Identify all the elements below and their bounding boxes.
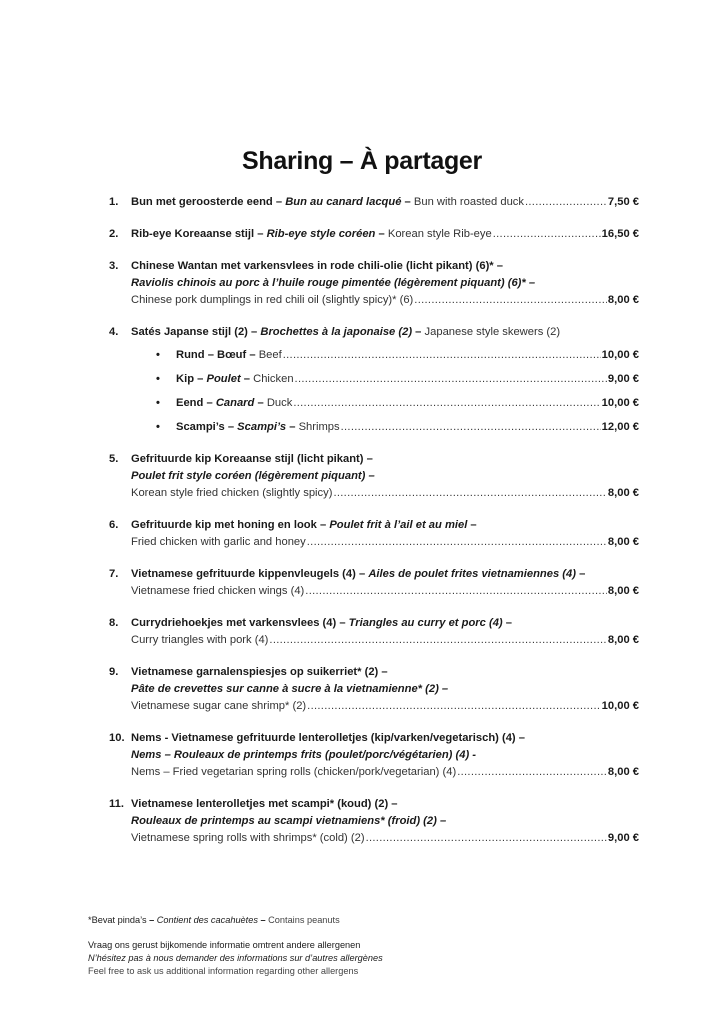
bullet-icon: •: [156, 349, 160, 361]
item-name-fr: Poulet frit à l’ail et au miel: [329, 519, 468, 531]
dot-leader: [493, 226, 601, 243]
allergen-info-en: Feel free to ask us additional information regarding other allergens: [88, 966, 359, 976]
menu-list: [109, 194, 639, 862]
allergen-info-nl: Vraag ons gerust bijkomende informatie omtrent andere allergenen: [88, 940, 361, 950]
bullet-icon: •: [156, 421, 160, 433]
page-title: Sharing – À partager: [242, 146, 482, 175]
item-price: 12,00 €: [601, 421, 639, 433]
item-price: 8,00 €: [607, 766, 639, 778]
item-name-en: Chinese pork dumplings in red chili oil (slightly spicy)* (6): [131, 294, 414, 306]
menu-item-5: [109, 451, 639, 502]
item-name-fr: Rib-eye style coréen: [266, 228, 376, 240]
item-number: 4.: [109, 326, 119, 338]
item-number: 1.: [109, 196, 119, 208]
item-name-fr: Rouleaux de printemps au scampi vietnamiens* (froid) (2) –: [131, 815, 447, 827]
dot-leader: [305, 583, 607, 600]
item-number: 8.: [109, 617, 119, 629]
item-name-nl: Satés Japanse stijl (2): [131, 326, 248, 338]
menu-item-11: [109, 796, 639, 847]
allergen-info-fr: N’hésitez pas à nous demander des informations sur d’autres allergènes: [88, 953, 383, 963]
item-name-nl: Bun met geroosterde eend: [131, 196, 273, 208]
peanut-note: *Bevat pinda’s – Contient des cacahuètes – Contains peanuts: [88, 915, 340, 925]
item-name-en: Vietnamese spring rolls with shrimps* (cold) (2): [131, 832, 365, 844]
item-name-nl: Vietnamese gefrituurde kippenvleugels (4): [131, 568, 356, 580]
item-name-fr: Poulet frit style coréen (légèrement piquant) –: [131, 470, 375, 482]
menu-item-2: 2. Rib-eye Koreaanse stijl – Rib-eye style coréen – Korean style Rib-eye ..... 16,50 €: [109, 226, 639, 243]
item-price: 8,00 €: [607, 294, 639, 306]
dot-leader: [269, 632, 606, 649]
item-name-fr: Pâte de crevettes sur canne à sucre à la vietnamienne* (2) –: [131, 683, 449, 695]
sub-item-beef: • Rund – Bœuf – Beef ..... 10,00 €: [156, 347, 639, 364]
menu-item-10: [109, 730, 639, 781]
sub-item-duck: • Eend – Canard – Duck ..... 10,00 €: [156, 395, 639, 412]
menu-item-7: 7. Vietnamese gefrituurde kippenvleugels (4) – Ailes de poulet frites vietnamiennes (4) – Vietnamese fried chicken wings (4) ..... 8,00 €: [109, 566, 639, 600]
item-number: 5.: [109, 453, 119, 465]
menu-item-4: 4. Satés Japanse stijl (2) – Brochettes à la japonaise (2) – Japanese style skewers (2) • Rund – Bœuf – Beef ..... 10,00 € • Kip – Poulet – Chicken ..... 9,00 € • Eend – Canard – Duck ..... 10,00 € • Scampi’s – Scampi’s – Shrimps ..... 12,00 €: [109, 324, 639, 436]
dot-leader: [295, 371, 607, 388]
item-name-nl: Vietnamese lenterolletjes met scampi* (koud) (2) –: [131, 798, 398, 810]
item-name-nl: Currydriehoekjes met varkensvlees (4): [131, 617, 337, 629]
item-number: 3.: [109, 260, 119, 272]
item-name-en: Japanese style skewers (2): [424, 326, 561, 338]
item-name-fr: Brochettes à la japonaise (2): [260, 326, 413, 338]
item-price: 10,00 €: [601, 349, 639, 361]
dot-leader: [341, 419, 601, 436]
dot-leader: [457, 764, 607, 781]
item-number: 9.: [109, 666, 119, 678]
item-price: 16,50 €: [601, 228, 639, 240]
item-name-nl: Rib-eye Koreaanse stijl: [131, 228, 255, 240]
item-name-nl: Nems - Vietnamese gefrituurde lenterolletjes (kip/varken/vegetarisch) (4) –: [131, 732, 525, 744]
item-name-fr: Ailes de poulet frites vietnamiennes (4): [368, 568, 576, 580]
dot-leader: [525, 194, 607, 211]
dot-leader: [333, 485, 606, 502]
sub-item-shrimps: • Scampi’s – Scampi’s – Shrimps ..... 12,00 €: [156, 419, 639, 436]
bullet-icon: •: [156, 373, 160, 385]
item-number: 2.: [109, 228, 119, 240]
item-price: 9,00 €: [607, 373, 639, 385]
menu-item-8: 8. Currydriehoekjes met varkensvlees (4) – Triangles au curry et porc (4) – Curry triangles with pork (4) ..... 8,00 €: [109, 615, 639, 649]
dot-leader: [293, 395, 600, 412]
item-name-en: Korean style Rib-eye: [387, 228, 492, 240]
item-price: 8,00 €: [607, 585, 639, 597]
item-name-fr: Bun au canard lacqué: [285, 196, 402, 208]
item-name-en: Bun with roasted duck: [413, 196, 524, 208]
item-name-en: Curry triangles with pork (4): [131, 634, 269, 646]
item-name-nl: Chinese Wantan met varkensvlees in rode chili-olie (licht pikant) (6)* –: [131, 260, 503, 272]
sub-item-chicken: • Kip – Poulet – Chicken ..... 9,00 €: [156, 371, 639, 388]
dot-leader: [414, 292, 607, 309]
item-number: 6.: [109, 519, 119, 531]
dot-leader: [307, 534, 607, 551]
menu-item-1: 1. Bun met geroosterde eend – Bun au canard lacqué – Bun with roasted duck ..... 7,50 €: [109, 194, 639, 211]
menu-item-9: [109, 664, 639, 715]
item-name-nl: Gefrituurde kip Koreaanse stijl (licht pikant) –: [131, 453, 373, 465]
allergen-footer: [88, 914, 383, 978]
item-price: 8,00 €: [607, 634, 639, 646]
dot-leader: [283, 347, 601, 364]
item-name-en: Vietnamese fried chicken wings (4): [131, 585, 305, 597]
menu-item-6: 6. Gefrituurde kip met honing en look – Poulet frit à l’ail et au miel – Fried chicken with garlic and honey ..... 8,00 €: [109, 517, 639, 551]
item-name-en: Fried chicken with garlic and honey: [131, 536, 306, 548]
item-name-nl: Vietnamese garnalenspiesjes op suikerriet* (2) –: [131, 666, 388, 678]
item-number: 10.: [109, 732, 125, 744]
item-number: 7.: [109, 568, 119, 580]
dot-leader: [307, 698, 601, 715]
skewer-sublist: [156, 347, 639, 436]
item-price: 7,50 €: [607, 196, 639, 208]
item-name-nl: Gefrituurde kip met honing en look: [131, 519, 317, 531]
bullet-icon: •: [156, 397, 160, 409]
item-price: 8,00 €: [607, 536, 639, 548]
item-number: 11.: [109, 798, 124, 810]
item-name-en: Korean style fried chicken (slightly spicy): [131, 487, 333, 499]
item-price: 10,00 €: [601, 397, 639, 409]
item-price: 10,00 €: [601, 700, 639, 712]
item-name-fr: Nems – Rouleaux de printemps frits (poulet/porc/végétarien) (4) -: [131, 749, 477, 761]
item-price: 9,00 €: [607, 832, 639, 844]
item-name-en: Vietnamese sugar cane shrimp* (2): [131, 700, 307, 712]
item-name-en: Nems – Fried vegetarian spring rolls (chicken/pork/vegetarian) (4): [131, 766, 457, 778]
item-price: 8,00 €: [607, 487, 639, 499]
item-name-fr: Raviolis chinois au porc à l’huile rouge pimentée (légèrement piquant) (6)* –: [131, 277, 536, 289]
item-name-fr: Triangles au curry et porc (4): [348, 617, 503, 629]
menu-item-3: [109, 258, 639, 309]
dot-leader: [366, 830, 607, 847]
